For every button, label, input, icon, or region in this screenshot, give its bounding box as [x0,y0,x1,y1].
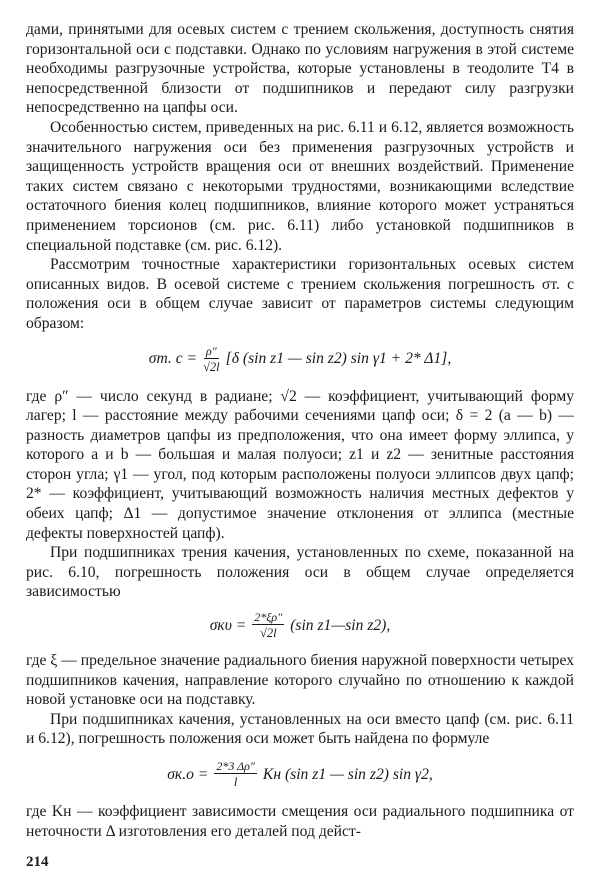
fraction-numerator: 2*3 Δρ″ [216,759,255,773]
formula-lhs: σт. с = [148,350,198,368]
formula-fraction [214,759,257,790]
paragraph: дами, принятыми для осевых систем с трением скольжения, доступность снятия горизонтальной оси с подставки. Однако по условиям нагружения в этой системе необходимы разгрузочные устройства, которые установлены в теодолите Т4 в непосредственной близости от подшипников и передают силу разгрузки непосредственно на цапфы оси. [26,21,574,117]
formula-fraction [203,344,220,375]
paragraph: При подшипниках качения, установленных на оси вместо цапф (см. рис. 6.11 и 6.12), погрешность положения оси может быть найдена по формуле [26,710,574,748]
fraction-denominator: √2l [259,626,277,641]
formula-lhs: σкυ = [209,616,247,634]
paragraph: При подшипниках трения качения, установленных по схеме, показанной на рис. 6.10, погрешность положения оси в общем случае определяется зависимостью [26,544,574,601]
fraction-numerator: ρ″ [205,343,217,358]
formula-rhs: (sin z1—sin z2), [290,616,391,634]
formula-sigma-ko [26,759,574,790]
formula-sigma-tc [26,344,574,375]
paragraph: Особенностью систем, приведенных на рис. 6.11 и 6.12, является возможность значительного нагружения оси без применения разгрузочных устройств и защищенность устройств вращения оси от внешних воздействий. Применение таких систем связано с некоторыми трудностями, возникающими вследствие остаточного биения колец подшипников, влияние которого может устраняться применением торсионов (см. рис. 6.11) либо установкой подшипников в специальной подставке (см. рис. 6.12). [26,118,574,254]
formula-rhs: [δ (sin z1 — sin z2) sin γ1 + 2* Δ1], [225,350,452,368]
paragraph: Рассмотрим точностные характеристики горизонтальных осевых систем описанных видов. В осевой системе с трением скольжения погрешность σт. с положения оси в общем случае зависит от параметров системы следующим образом: [26,256,574,332]
formula-rhs: Kн (sin z1 — sin z2) sin γ2, [262,765,433,783]
fraction-numerator: 2*ξρ″ [254,610,283,625]
paragraph: где Kн — коэффициент зависимости смещения оси радиального подшипника от неточности Δ изготовления его деталей под дейст- [26,803,574,840]
paragraph: где ξ — предельное значение радиального биения наружной поверхности четырех подшипников качения, направление которого случайно по отношению к каждой новой установке оси на подставку. [26,652,574,709]
formula-fraction [252,610,284,641]
paragraph: где ρ″ — число секунд в радиане; √2 — коэффициент, учитывающий форму лагер; l — расстояние между рабочими сечениями цапф оси; δ = 2 (a — b) — разность диаметров цапфы из предположения, что она имеет форму эллипса, у которого a и b — большая и малая полуоси; z1 и z2 — зенитные расстояния сторон угла; γ1 — угол, под которым расположены полуоси эллипсов двух цапф; 2* — коэффициент, учитывающий возможность наличия местных дефектов у обеих цапф; Δ1 — допустимое значение отклонения от эллипса (местные дефекты поверхностей цапф). [26,387,574,542]
fraction-denominator: l [233,775,238,789]
formula-sigma-kv [26,610,574,641]
page-number: 214 [26,854,49,870]
page-body [26,20,574,841]
formula-lhs: σк.о = [167,765,209,783]
fraction-denominator: √2l [203,359,220,374]
